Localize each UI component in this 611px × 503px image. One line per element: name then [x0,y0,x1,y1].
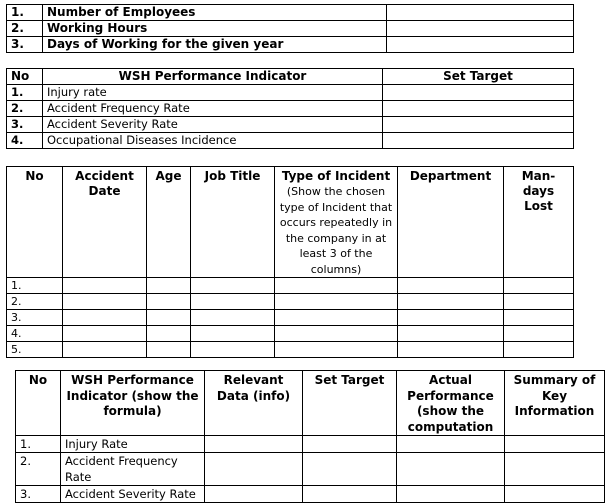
data-cell[interactable] [275,294,398,310]
table-row [7,21,574,37]
data-cell[interactable] [275,342,398,358]
header-man-days-lost: Man-days Lost [504,167,574,278]
table-row [7,310,574,326]
data-cell[interactable] [303,486,397,503]
row-label: Working Hours [43,21,387,37]
data-cell[interactable] [191,294,275,310]
data-cell[interactable] [147,310,191,326]
data-cell[interactable] [505,486,605,503]
data-cell[interactable] [398,294,504,310]
row-label: Accident Severity Rate [43,117,383,133]
data-cell[interactable] [63,278,147,294]
data-cell[interactable] [275,326,398,342]
data-cell[interactable] [398,326,504,342]
header-indicator: WSH Performance Indicator [43,69,383,85]
header-row [16,371,605,436]
data-cell[interactable] [398,310,504,326]
header-job-title: Job Title [191,167,275,278]
row-number: 2. [16,453,61,486]
header-no: No [7,167,63,278]
incident-type-note: (Show the chosen type of Incident that occurs repeatedly in the company in at least 3 of the columns) [279,185,393,276]
row-number: 2. [7,21,43,37]
table-row [7,117,574,133]
header-age: Age [147,167,191,278]
data-cell[interactable] [191,342,275,358]
header-row [7,69,574,85]
data-cell[interactable] [504,278,574,294]
header-relevant-data: Relevant Data (info) [205,371,303,436]
header-summary: Summary of Key Information [505,371,605,436]
row-number: 3. [7,37,43,53]
wsh-performance-table [15,370,605,503]
data-cell[interactable] [147,326,191,342]
data-cell[interactable] [191,326,275,342]
data-cell[interactable] [205,453,303,486]
table-row [7,326,574,342]
target-cell[interactable] [383,117,574,133]
table-row [7,294,574,310]
table-row [7,37,574,53]
data-cell[interactable] [505,436,605,453]
row-number: 1. [7,278,63,294]
data-cell[interactable] [275,278,398,294]
row-label: Accident Frequency Rate [61,453,205,486]
data-cell[interactable] [147,294,191,310]
row-number: 1. [7,85,43,101]
value-cell[interactable] [387,5,574,21]
table-row [7,278,574,294]
header-accident-date: Accident Date [63,167,147,278]
value-cell[interactable] [387,21,574,37]
data-cell[interactable] [303,436,397,453]
target-cell[interactable] [383,101,574,117]
header-set-target: Set Target [303,371,397,436]
row-number: 3. [7,310,63,326]
data-cell[interactable] [191,310,275,326]
table-row [16,486,605,503]
accident-records-table [6,166,574,358]
row-label: Injury rate [43,85,383,101]
data-cell[interactable] [63,326,147,342]
header-no: No [16,371,61,436]
data-cell[interactable] [397,436,505,453]
table-row [7,133,574,149]
data-cell[interactable] [398,278,504,294]
data-cell[interactable] [191,278,275,294]
wsh-target-table [6,68,574,149]
employee-info-table [6,4,574,53]
data-cell[interactable] [397,486,505,503]
data-cell[interactable] [397,453,505,486]
row-number: 2. [7,101,43,117]
data-cell[interactable] [275,310,398,326]
row-label: Occupational Diseases Incidence [43,133,383,149]
data-cell[interactable] [504,294,574,310]
header-incident-type [275,167,398,278]
row-label: Accident Severity Rate [61,486,205,503]
row-number: 5. [7,342,63,358]
header-no: No [7,69,43,85]
data-cell[interactable] [398,342,504,358]
data-cell[interactable] [63,310,147,326]
row-number: 4. [7,326,63,342]
header-row [7,167,574,278]
table-row [7,101,574,117]
target-cell[interactable] [383,133,574,149]
row-label: Number of Employees [43,5,387,21]
row-number: 2. [7,294,63,310]
row-label: Days of Working for the given year [43,37,387,53]
data-cell[interactable] [147,342,191,358]
header-indicator: WSH Performance Indicator (show the formula) [61,371,205,436]
data-cell[interactable] [205,436,303,453]
row-label: Injury Rate [61,436,205,453]
incident-type-title: Type of Incident [281,169,391,183]
table-row [7,342,574,358]
table-row [16,436,605,453]
header-department: Department [398,167,504,278]
header-actual-performance: Actual Performance (show the computation [397,371,505,436]
row-number: 3. [7,117,43,133]
data-cell[interactable] [504,342,574,358]
target-cell[interactable] [383,85,574,101]
table-row [7,5,574,21]
row-number: 4. [7,133,43,149]
data-cell[interactable] [147,278,191,294]
data-cell[interactable] [504,310,574,326]
row-number: 1. [7,5,43,21]
table-row [16,453,605,486]
data-cell[interactable] [63,294,147,310]
value-cell[interactable] [387,37,574,53]
row-number: 3. [16,486,61,503]
data-cell[interactable] [63,342,147,358]
data-cell[interactable] [205,486,303,503]
data-cell[interactable] [504,326,574,342]
header-set-target: Set Target [383,69,574,85]
data-cell[interactable] [505,453,605,486]
table-row [7,85,574,101]
row-label: Accident Frequency Rate [43,101,383,117]
row-number: 1. [16,436,61,453]
data-cell[interactable] [303,453,397,486]
